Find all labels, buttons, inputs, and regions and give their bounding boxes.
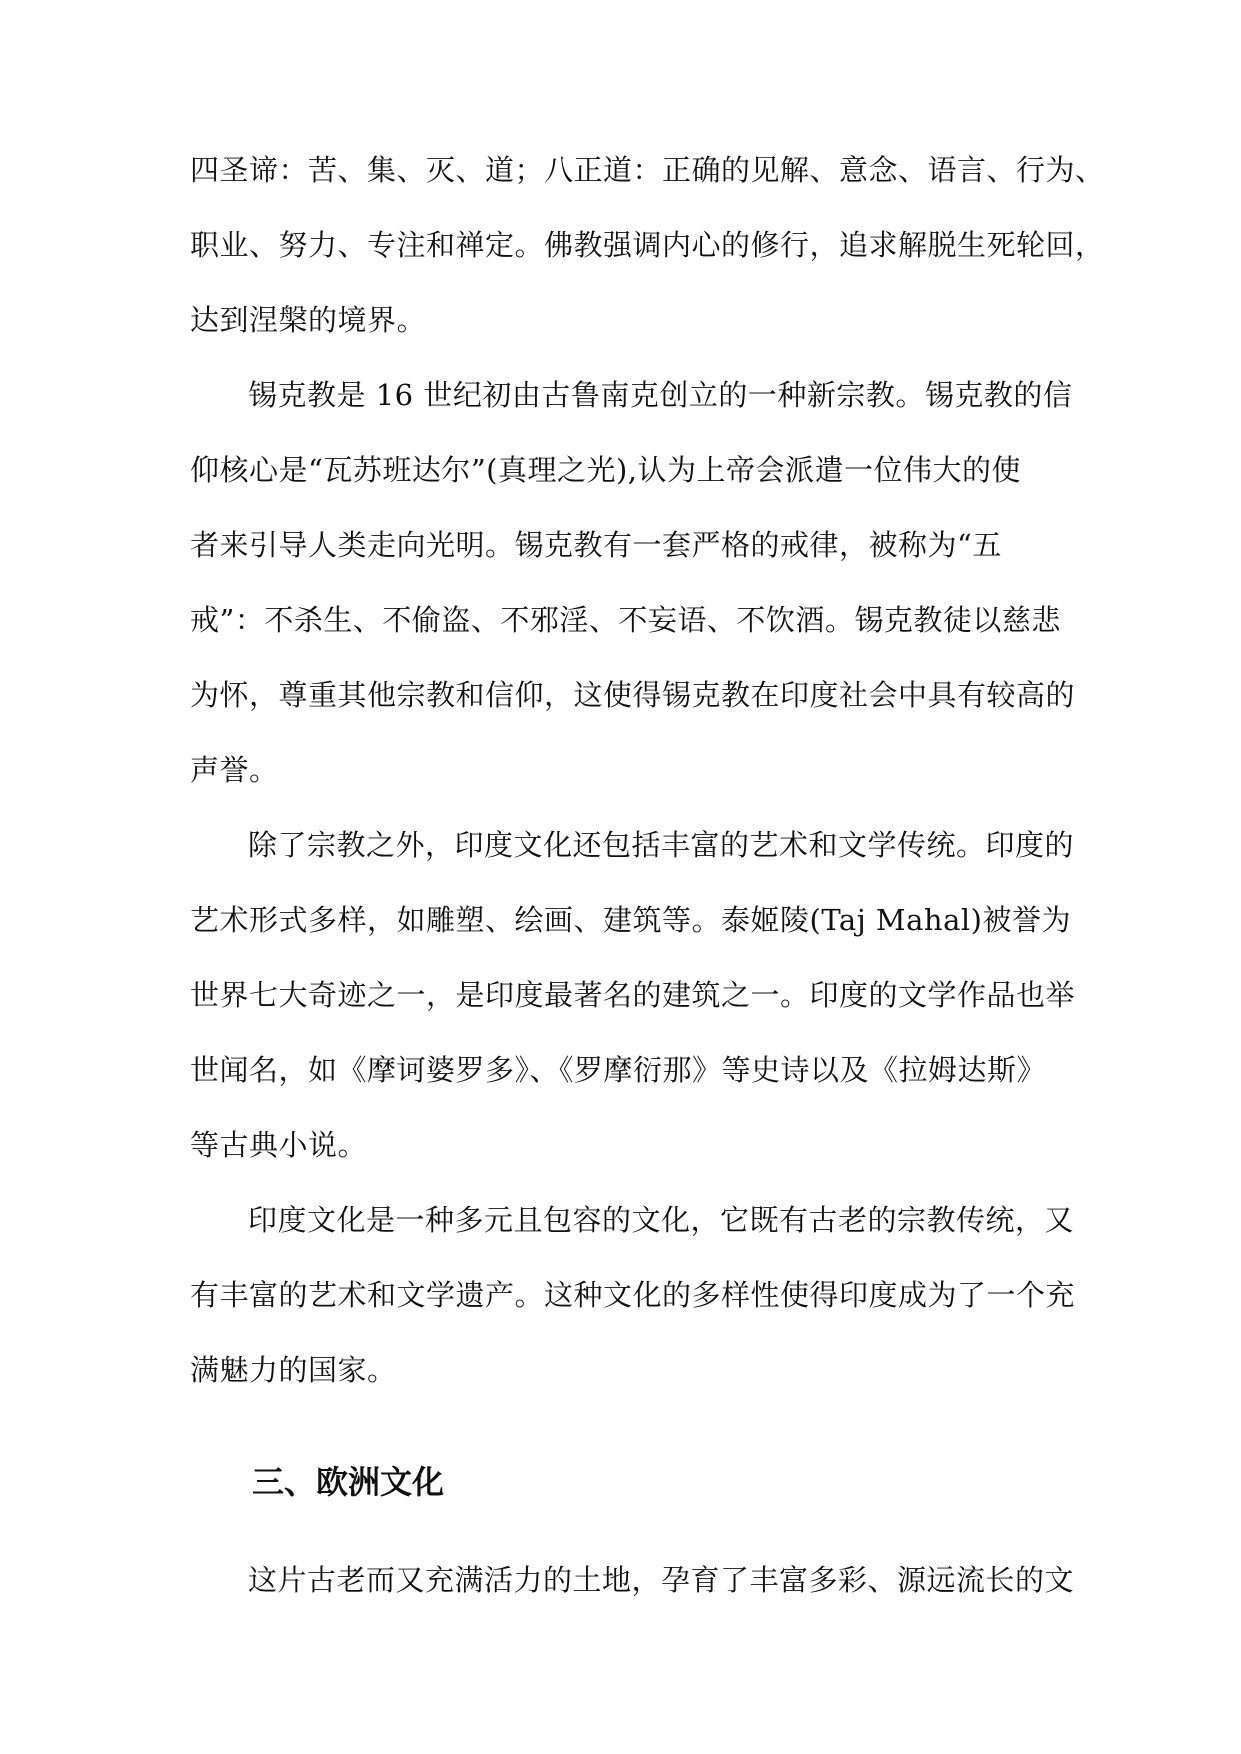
paragraph-3-line-2: 艺术形式多样，如雕塑、绘画、建筑等。泰姬陵(Taj Mahal)被誉为 <box>190 903 1071 937</box>
paragraph-2-line-3: 者来引导人类走向光明。锡克教有一套严格的戒律，被称为“五 <box>190 528 1002 562</box>
paragraph-4-line-2: 有丰富的艺术和文学遗产。这种文化的多样性使得印度成为了一个充 <box>190 1278 1076 1312</box>
paragraph-5-line-1: 这片古老而又充满活力的土地，孕育了丰富多彩、源远流长的文 <box>248 1563 1075 1597</box>
paragraph-3-line-5: 等古典小说。 <box>190 1128 368 1162</box>
paragraph-2-line-1: 锡克教是 16 世纪初由古鲁南克创立的一种新宗教。锡克教的信 <box>248 378 1073 412</box>
paragraph-2-line-5: 为怀，尊重其他宗教和信仰，这使得锡克教在印度社会中具有较高的 <box>190 678 1076 712</box>
section-heading: 三、欧洲文化 <box>252 1463 445 1501</box>
paragraph-4-line-1: 印度文化是一种多元且包容的文化，它既有古老的宗教传统，又 <box>248 1203 1075 1237</box>
paragraph-3-line-1: 除了宗教之外，印度文化还包括丰富的艺术和文学传统。印度的 <box>248 828 1075 862</box>
paragraph-1-line-3: 达到涅槃的境界。 <box>190 303 427 337</box>
paragraph-4-line-3: 满魅力的国家。 <box>190 1353 397 1387</box>
paragraph-2-line-4: 戒”：不杀生、不偷盗、不邪淫、不妄语、不饮酒。锡克教徒以慈悲 <box>190 603 1061 637</box>
paragraph-1-line-1: 四圣谛：苦、集、灭、道；八正道：正确的见解、意念、语言、行为、 <box>190 153 1105 187</box>
paragraph-2-line-6: 声誉。 <box>190 753 279 787</box>
paragraph-3-line-4: 世闻名，如《摩诃婆罗多》、《罗摩衍那》等史诗以及《拉姆达斯》 <box>190 1053 1047 1087</box>
paragraph-1-line-2: 职业、努力、专注和禅定。佛教强调内心的修行，追求解脱生死轮回， <box>190 228 1105 262</box>
paragraph-2-line-2: 仰核心是“瓦苏班达尔”(真理之光),认为上帝会派遣一位伟大的使 <box>190 453 1021 487</box>
paragraph-3-line-3: 世界七大奇迹之一，是印度最著名的建筑之一。印度的文学作品也举 <box>190 978 1076 1012</box>
